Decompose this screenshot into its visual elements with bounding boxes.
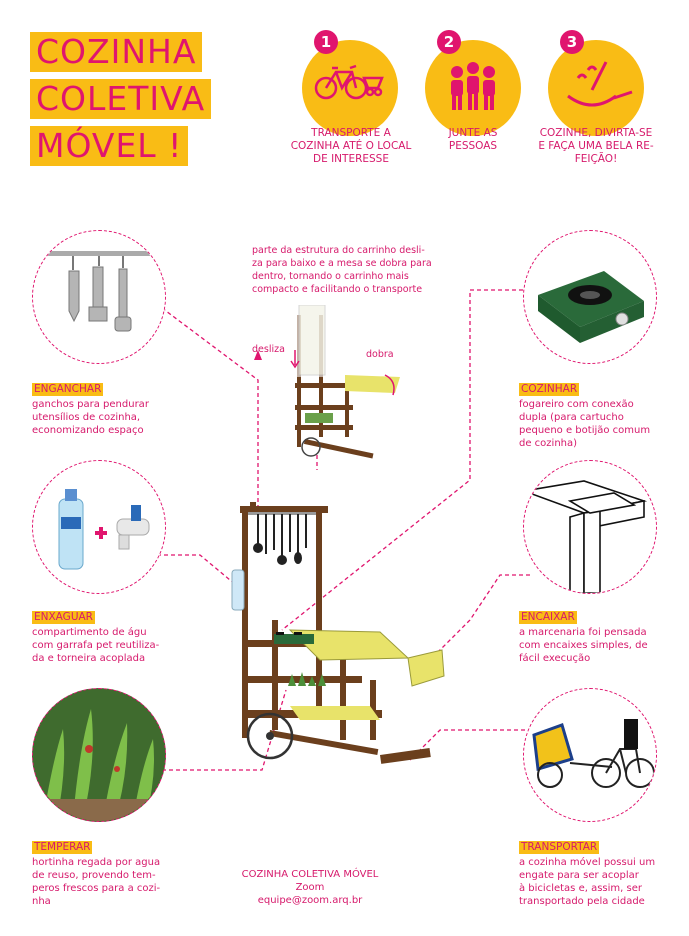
encaixar-desc: a marcenaria foi pensada com encaixes simples, de fácil execução [519,627,648,664]
step-1-text: TRANSPORTE A COZINHA ATÉ O LOCAL DE INTERESSE [290,127,412,165]
encaixar-label: ENCAIXAR [521,611,575,623]
step-3-number: 3 [560,30,584,54]
cozinhar-label: COZINHAR [521,383,578,395]
cozinhar-desc: fogareiro com conexão dupla (para cartucho pequeno e botijão comum de cozinha) [519,399,651,449]
transportar-circle [523,688,657,822]
bicycle-trailer-icon [524,689,656,821]
enganchar-desc: ganchos para pendurar utensílios de cozinha, economizando espaço [32,399,149,436]
temperar-label: TEMPERAR [34,841,91,853]
enganchar-label: ENGANCHAR [34,383,102,395]
fold-label: dobra [366,349,394,360]
transportar-desc: a cozinha móvel possui um engate para ser acoplar à bicicletas e, assim, ser transportado pela cidade [519,857,656,907]
utensil-hooks-icon [33,231,165,363]
title-line-1: COZINHA [30,32,202,72]
temperar-circle [32,688,166,822]
step-2-text: JUNTE AS PESSOAS [448,127,498,152]
footer-team: Zoom [295,882,325,893]
step-3-text: COZINHE, DIVIRTA-SE E FAÇA UMA BELA RE- FEIÇÃO! [538,127,654,165]
title-line-2: COLETIVA [30,79,211,119]
water-bottle-faucet-icon [33,461,165,593]
enganchar-circle [32,230,166,364]
cozinhar-circle [523,230,657,364]
step-1-number: 1 [314,30,338,54]
footer-project-name: COZINHA COLETIVA MÓVEL [241,869,379,880]
enxaguar-desc: compartimento de águ com garrafa pet reutiliza- da e torneira acoplada [32,627,160,664]
encaixar-circle [523,460,657,594]
center-note: parte da estrutura do carrinho desli- za para baixo e a mesa se dobra para dentro, tornando o carrinho mais compacto e facilitando o transporte [252,245,432,295]
footer-email: equipe@zoom.arq.br [257,895,363,906]
title-line-3: MÓVEL ! [30,126,188,166]
main-cart-illustration [230,500,460,800]
step-2-number: 2 [437,30,461,54]
herb-garden-icon [33,689,165,821]
folded-cart-illustration [255,305,415,465]
wood-joint-icon [524,461,656,593]
transportar-label: TRANSPORTAR [521,841,598,853]
enxaguar-label: ENXAGUAR [34,611,93,623]
slide-label: desliza [252,344,285,355]
enxaguar-circle [32,460,166,594]
gas-stove-icon [524,231,656,363]
temperar-desc: hortinha regada por agua de reuso, provendo tem- peros frescos para a cozi- nha [32,857,161,907]
